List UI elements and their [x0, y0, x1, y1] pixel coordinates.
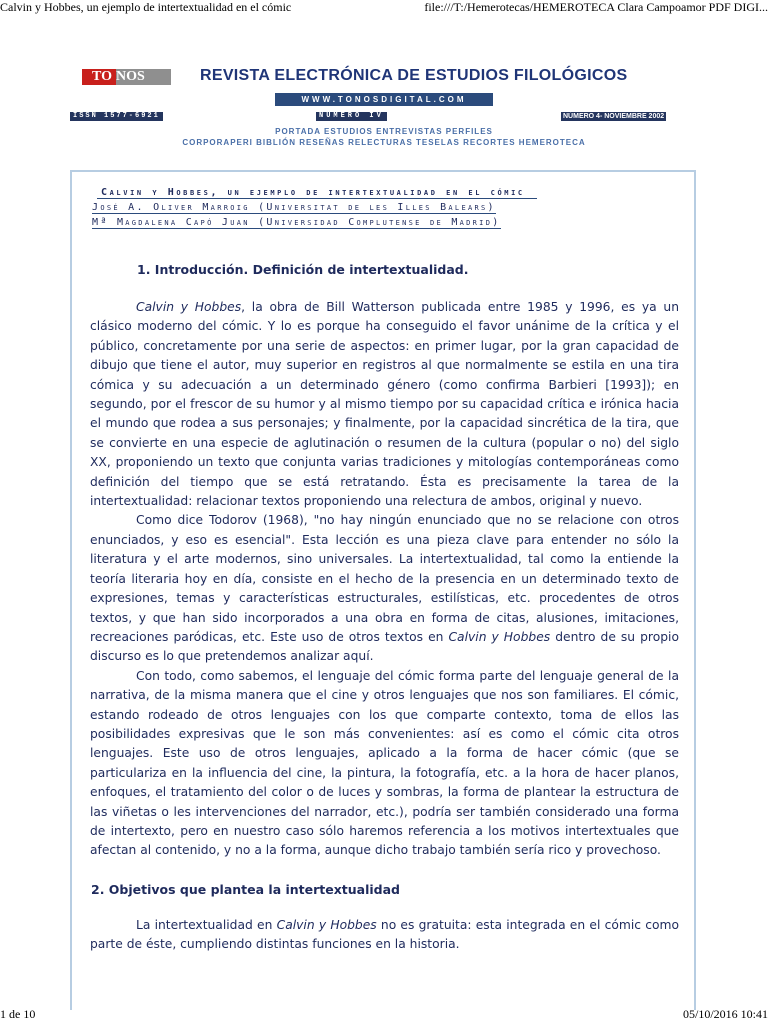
print-header-title: Calvin y Hobbes, un ejemplo de intertextualidad en el cómic: [0, 0, 292, 14]
nav-links-row-1[interactable]: PORTADA ESTUDIOS ENTREVISTAS PERFILES: [275, 127, 493, 136]
paragraph-1-italic: Calvin y Hobbes: [136, 300, 242, 314]
logo-part-b: NOS: [116, 69, 171, 85]
paragraph-4-text-b: no es gratuita: esta integrada en el cómic como parte de éste, cumpliendo distintas funciones en la historia.: [90, 918, 679, 952]
print-header-url: file:///T:/Hemerotecas/HEMEROTECA Clara Campoamor PDF DIGI...: [424, 0, 768, 14]
print-footer: [0, 1008, 768, 1024]
paragraph-2-italic: Calvin y Hobbes: [448, 629, 551, 644]
section-2-body: [90, 916, 679, 955]
print-timestamp: 05/10/2016 10:41: [682, 1007, 768, 1021]
tonos-logo[interactable]: [82, 69, 171, 85]
site-title: REVISTA ELECTRÓNICA DE ESTUDIOS FILOLÓGICOS: [200, 67, 628, 84]
author-1: José A. Oliver Marroig (Universitat de les Illes Balears): [92, 202, 496, 213]
author-2: Mª Magdalena Capó Juan (Universidad Complutense de Madrid): [92, 217, 501, 228]
paragraph-4: [90, 916, 679, 955]
paragraph-2-text-b: dentro de su propio discurso es lo que pretendemos analizar aquí.: [90, 629, 679, 664]
logo-part-a: TO: [82, 69, 116, 85]
paragraph-2-text-a: Como dice Todorov (1968), "no hay ningún enunciado que no se relacione con otros enunciados, y eso es esencial". Esta lección es una pieza clave para entender no sólo la literatura y el arte modernos, sino universales. La intertextualidad, tal como la entiende la teoría literaria hoy en día, consiste en el hecho de la presencia en un determinado texto de expresiones, temas y características estructurales, estilísticas, etc. procedentes de otros textos, y que han sido incorporados a una obra en forma de citas, alusiones, imitaciones, recreaciones paródicas, etc. Este uso de otros textos en: [90, 513, 679, 644]
print-header: [0, 0, 768, 16]
section-1-heading: 1. Introducción. Definición de intertextualidad.: [137, 262, 469, 277]
issue-date-badge: NÚMERO 4- NOVIEMBRE 2002: [563, 113, 665, 120]
site-url-link[interactable]: WWW.TONOSDIGITAL.COM: [275, 93, 493, 106]
paragraph-4-text-a: La intertextualidad en: [136, 918, 277, 932]
paragraph-1-text: , la obra de Bill Watterson publicada entre 1985 y 1996, es ya un clásico moderno del cómic. Y lo es porque ha conseguido el favor unánime de la crítica y el público, concretamente por una serie de aspectos: en primer lugar, por la gran capacidad de dibujo que tiene el autor, muy superior en registros al que normalmente se estila en una tira cómica y su adecuación a un determinado género (como confirma Barbieri [1993]); en segundo, por el frescor de su humor y al mismo tiempo por su capacidad crítica e irónica hacia el mundo que rodea a sus personajes; y finalmente, por la capacidad sincrética de la tira, que se convierte en una especie de aglutinación o resumen de la cultura (popular o no) del siglo XX, proponiendo un texto que conjunta varias tradiciones y mitologías contemporáneas como definición del tiempo que se está retratando. Ésta es precisamente la tarea de la intertextualidad: relacionar textos proponiendo una relectura de ambos, original y nuevo.: [90, 300, 679, 509]
issn-badge: ISSN 1577-6921: [70, 112, 163, 121]
section-1-body: [90, 298, 679, 861]
paragraph-2: [90, 511, 679, 666]
page-counter: 1 de 10: [0, 1007, 36, 1021]
section-2-heading: 2. Objetivos que plantea la intertextualidad: [91, 882, 401, 897]
nav-links-row-2[interactable]: CORPORAPERI BIBLIÓN RESEÑAS RELECTURAS TESELAS RECORTES HEMEROTECA: [182, 138, 586, 147]
issue-number-badge: NÚMERO IV: [316, 112, 387, 121]
article-title: Calvin y Hobbes, un ejemplo de intertextualidad en el cómic: [97, 187, 537, 199]
paragraph-4-italic: Calvin y Hobbes: [276, 918, 377, 932]
paragraph-1: [90, 298, 679, 511]
paragraph-3: Con todo, como sabemos, el lenguaje del cómic forma parte del lenguaje general de la narrativa, de la misma manera que el cine y otros lenguajes que nos son familiares. El cómic, estando rodeado de otros lenguajes con los que comparte contexto, toma de ellos las posibilidades expresivas que le son más convenientes: así es como el cómic cita otros lenguajes. Este uso de otros lenguajes, aplicado a la forma de hacer cómic (que se particulariza en la influencia del cine, la pintura, la fotografía, etc. a la hora de hacer planos, enfoques, el tratamiento del color o de luces y sombras, la forma de plantear la estructura de las viñetas o les intervenciones del narrador, etc.), podría ser también considerado una forma de intertexto, pero en nuestro caso sólo haremos referencia a los motivos intertextuales que afectan al contenido, y no a la forma, aunque dicho trabajo también sería rico y provechoso.: [90, 668, 679, 858]
